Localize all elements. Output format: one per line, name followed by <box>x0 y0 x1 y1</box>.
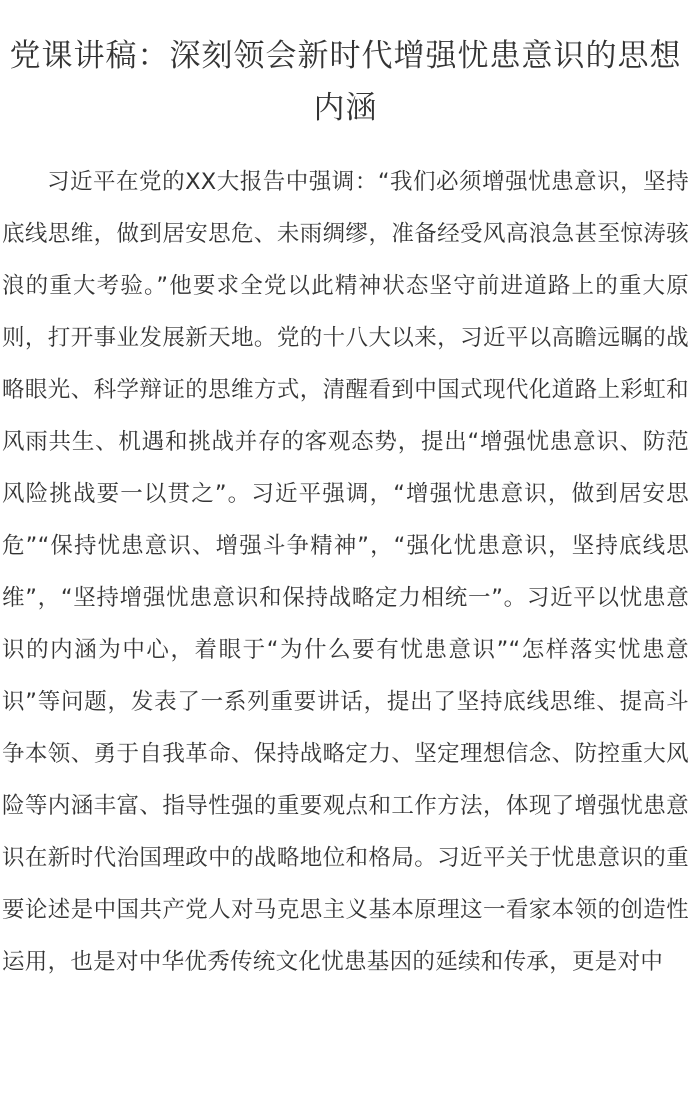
article-title: 党课讲稿：深刻领会新时代增强忧患意识的思想内涵 <box>9 38 682 126</box>
article-paragraph: 习近平在党的XX大报告中强调：“我们必须增强忧患意识，坚持底线思维，做到居安思危、未雨绸缪，准备经受风高浪急甚至惊涛骇浪的重大考验。”他要求全党以此精神状态坚守前进道路上的重大原则，打开事业发展新天地。党的十八大以来，习近平以高瞻远瞩的战略眼光、科学辩证的思维方式，清醒看到中国式现代化道路上彩虹和风雨共生、机遇和挑战并存的客观态势，提出“增强忧患意识、防范风险挑战要一以贯之”。习近平强调，“增强忧患意识，做到居安思危”“保持忧患意识、增强斗争精神”，“强化忧患意识，坚持底线思维”，“坚持增强忧患意识和保持战略定力相统一”。习近平以忧患意识的内涵为中心，着眼于“为什么要有忧患意识”“怎样落实忧患意识”等问题，发表了一系列重要讲话，提出了坚持底线思维、提高斗争本领、勇于自我革命、保持战略定力、坚定理想信念、防控重大风险等内涵丰富、指导性强的重要观点和工作方法，体现了增强忧患意识在新时代治国理政中的战略地位和格局。习近平关于忧患意识的重要论述是中国共产党人对马克思主义基本原理这一看家本领的创造性运用，也是对中华优秀传统文化忧患基因的延续和传承，更是对中 <box>2 169 689 975</box>
